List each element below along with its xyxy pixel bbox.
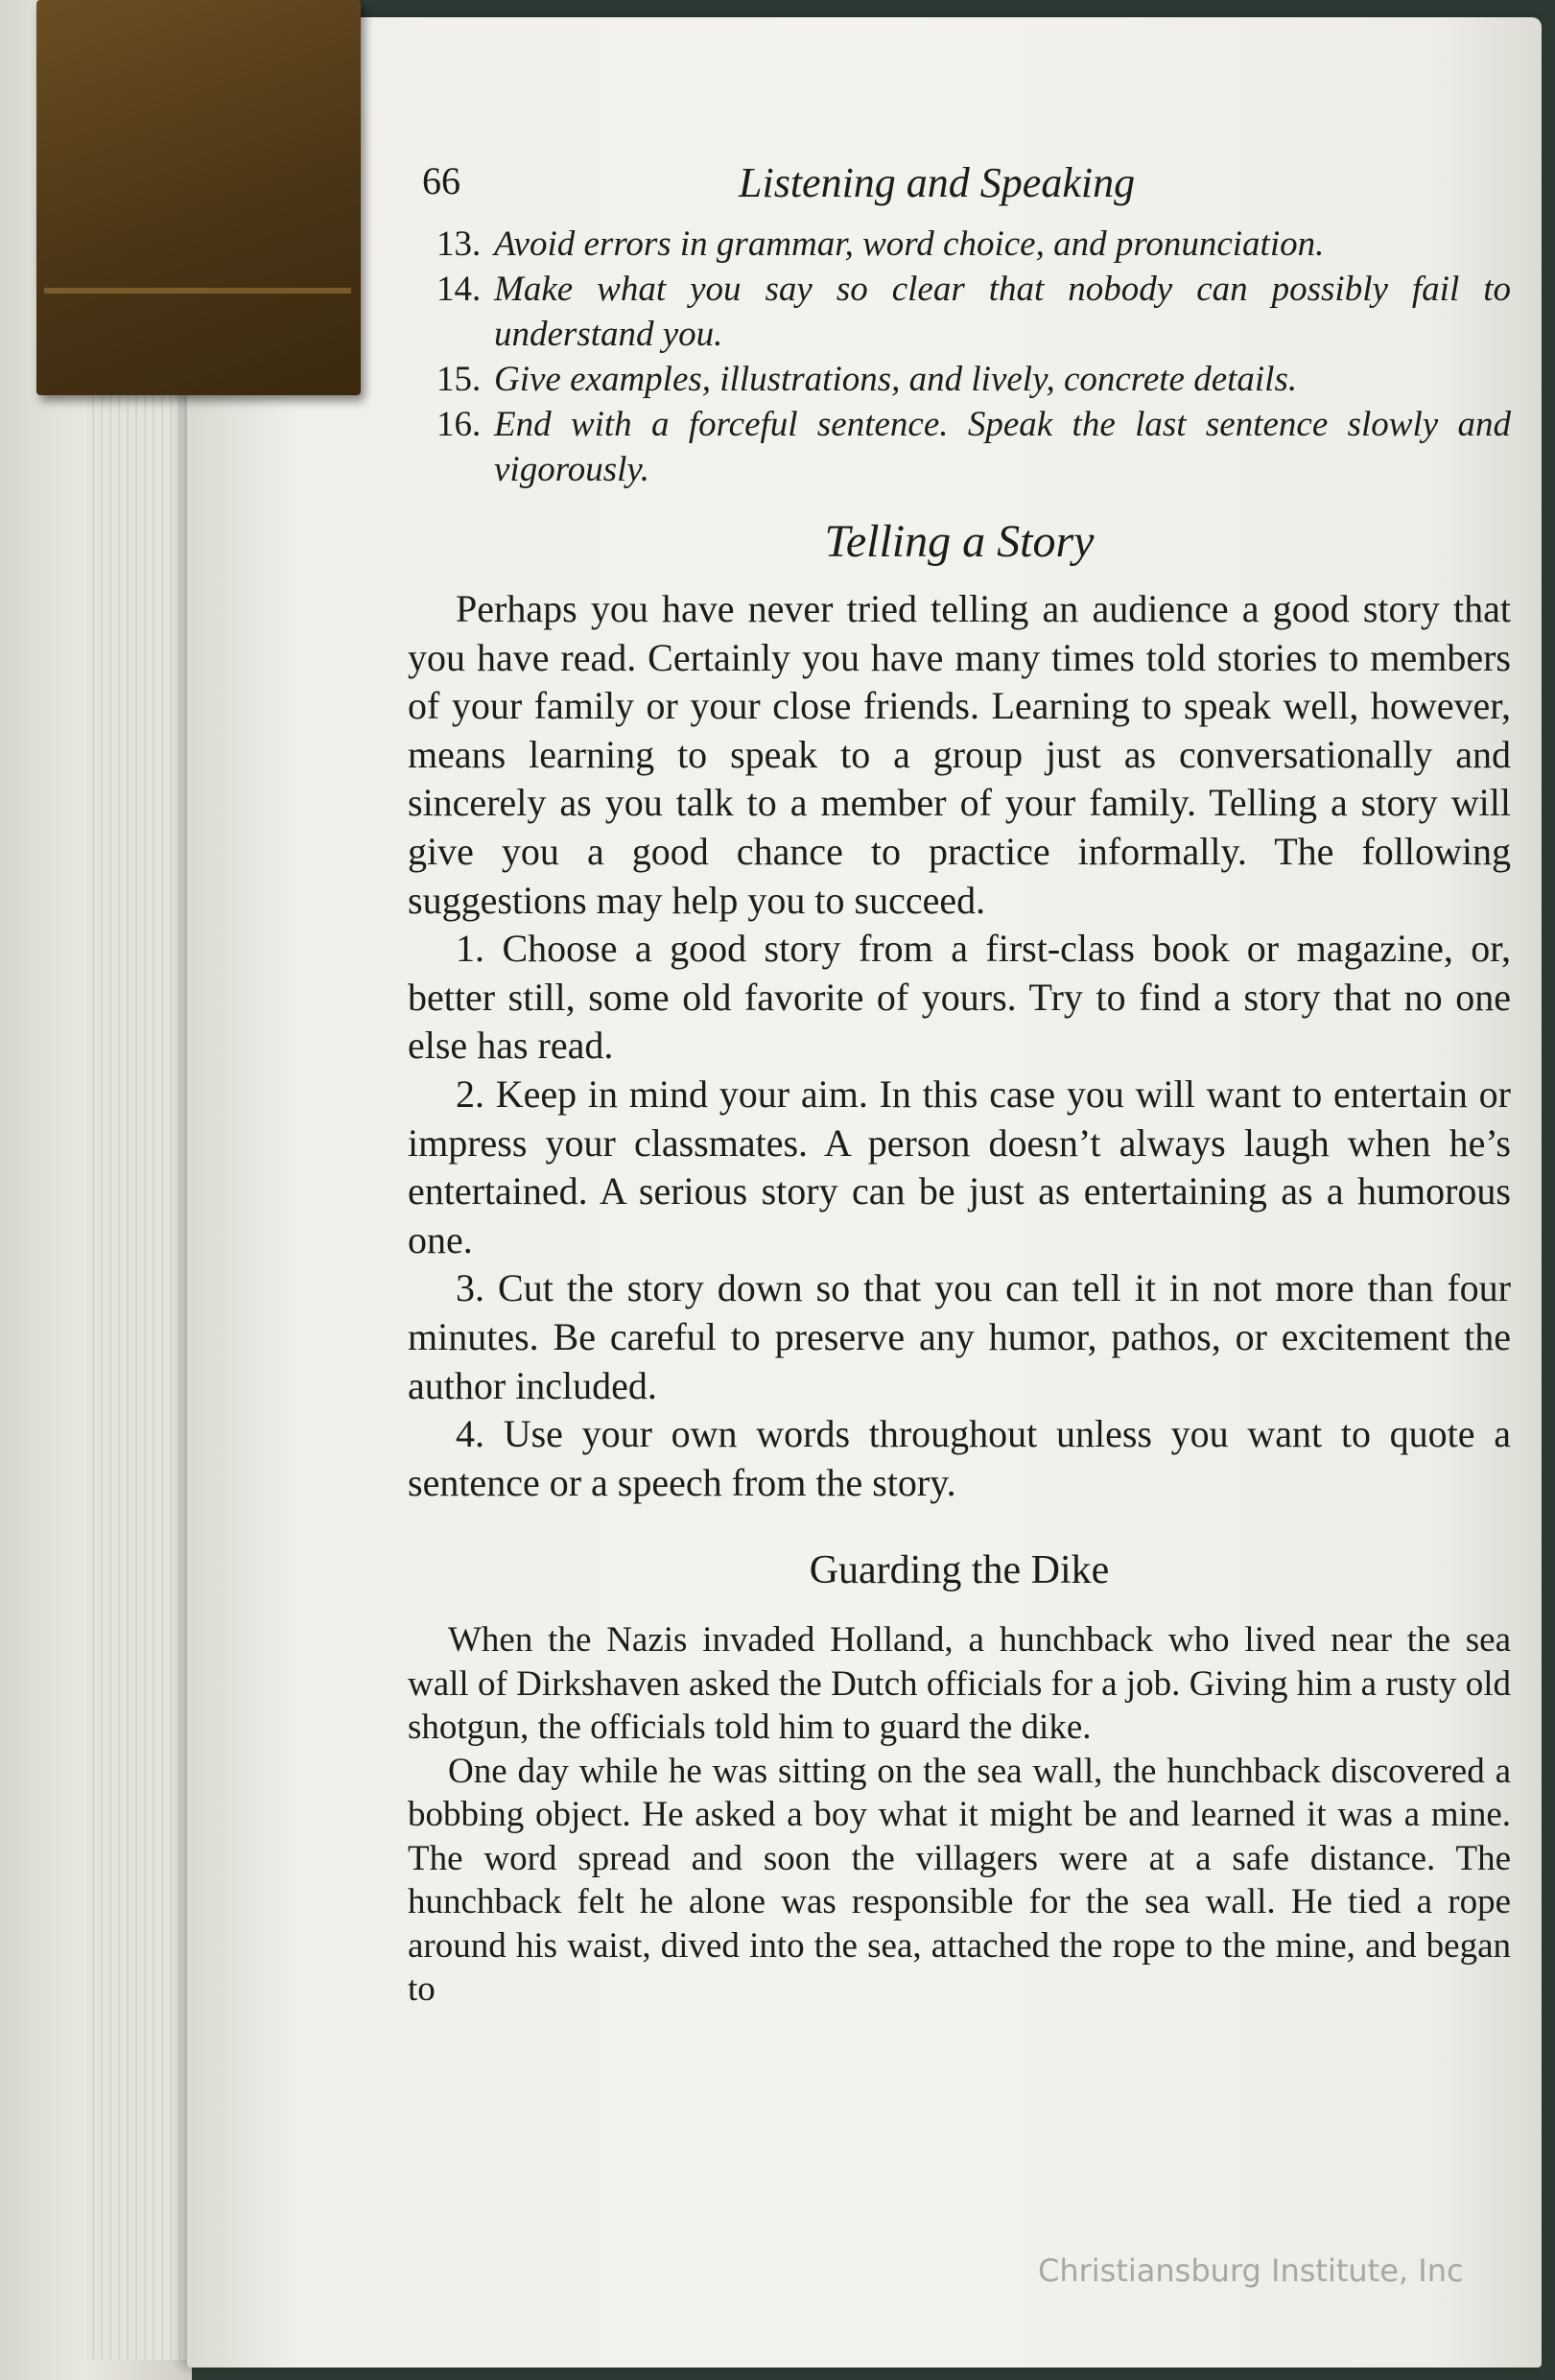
story-title: Guarding the Dike: [809, 1548, 1110, 1593]
list-item: 16. End with a forceful sentence. Speak the last sentence slowly and vigorously.: [436, 405, 1511, 489]
list-item: 13. Avoid errors in grammar, word choice, and pronunciation.: [436, 224, 1325, 264]
intro-paragraph: Perhaps you have never tried telling an audience a good story that you have read. Certainly you have many times told stories to members of your family or your close friends. Learning to speak well, however, means learning to speak to a group just as conversationally and sincerely as you talk to a member of your family. Telling a story will give you a good chance to practice informally. The following suggestions may help you to succeed.: [408, 587, 1511, 922]
section-heading: Telling a Story: [824, 516, 1095, 567]
story-paragraph: One day while he was sitting on the sea wall, the hunchback discovered a bobbing object. He asked a boy what it might be and learned it was a mine. The word spread and soon the villagers were at a safe distance. The hunchback felt he alone was responsible for the sea wall. He tied a rope around his waist, dived into the sea, attached the rope to the mine, and began to: [408, 1751, 1511, 2010]
list-item: 15. Give examples, illustrations, and lively, concrete details.: [436, 360, 1298, 399]
suggestion-item: 4. Use your own words throughout unless you want to quote a sentence or a speech from the story.: [408, 1412, 1511, 1504]
list-item: 14. Make what you say so clear that nobody can possibly fail to understand you.: [436, 270, 1511, 354]
suggestion-item: 1. Choose a good story from a first-class book or magazine, or, better still, some old favorite of yours. Try to find a story that no one else has read.: [408, 927, 1511, 1068]
suggestion-item: 3. Cut the story down so that you can tell it in not more than four minutes. Be careful to preserve any humor, pathos, or excitement the author included.: [408, 1266, 1511, 1407]
page-text: [408, 158, 1511, 2012]
suggestion-item: 2. Keep in mind your aim. In this case you will want to entertain or impress your classmates. A person doesn’t always laugh when he’s entertained. A serious story can be just as entertaining as a humorous one.: [408, 1072, 1511, 1261]
running-title: Listening and Speaking: [739, 159, 1136, 206]
story-paragraph: When the Nazis invaded Holland, a hunchback who lived near the sea wall of Dirkshaven asked the Dutch officials for a job. Giving him a rusty old shotgun, the officials told him to guard the dike.: [408, 1620, 1511, 1748]
binder-clip: [36, 0, 361, 395]
numbered-list: [408, 222, 1511, 492]
page-header: [408, 158, 1511, 216]
watermark: Christiansburg Institute, Inc: [1038, 2252, 1464, 2289]
page-number: 66: [422, 159, 460, 202]
